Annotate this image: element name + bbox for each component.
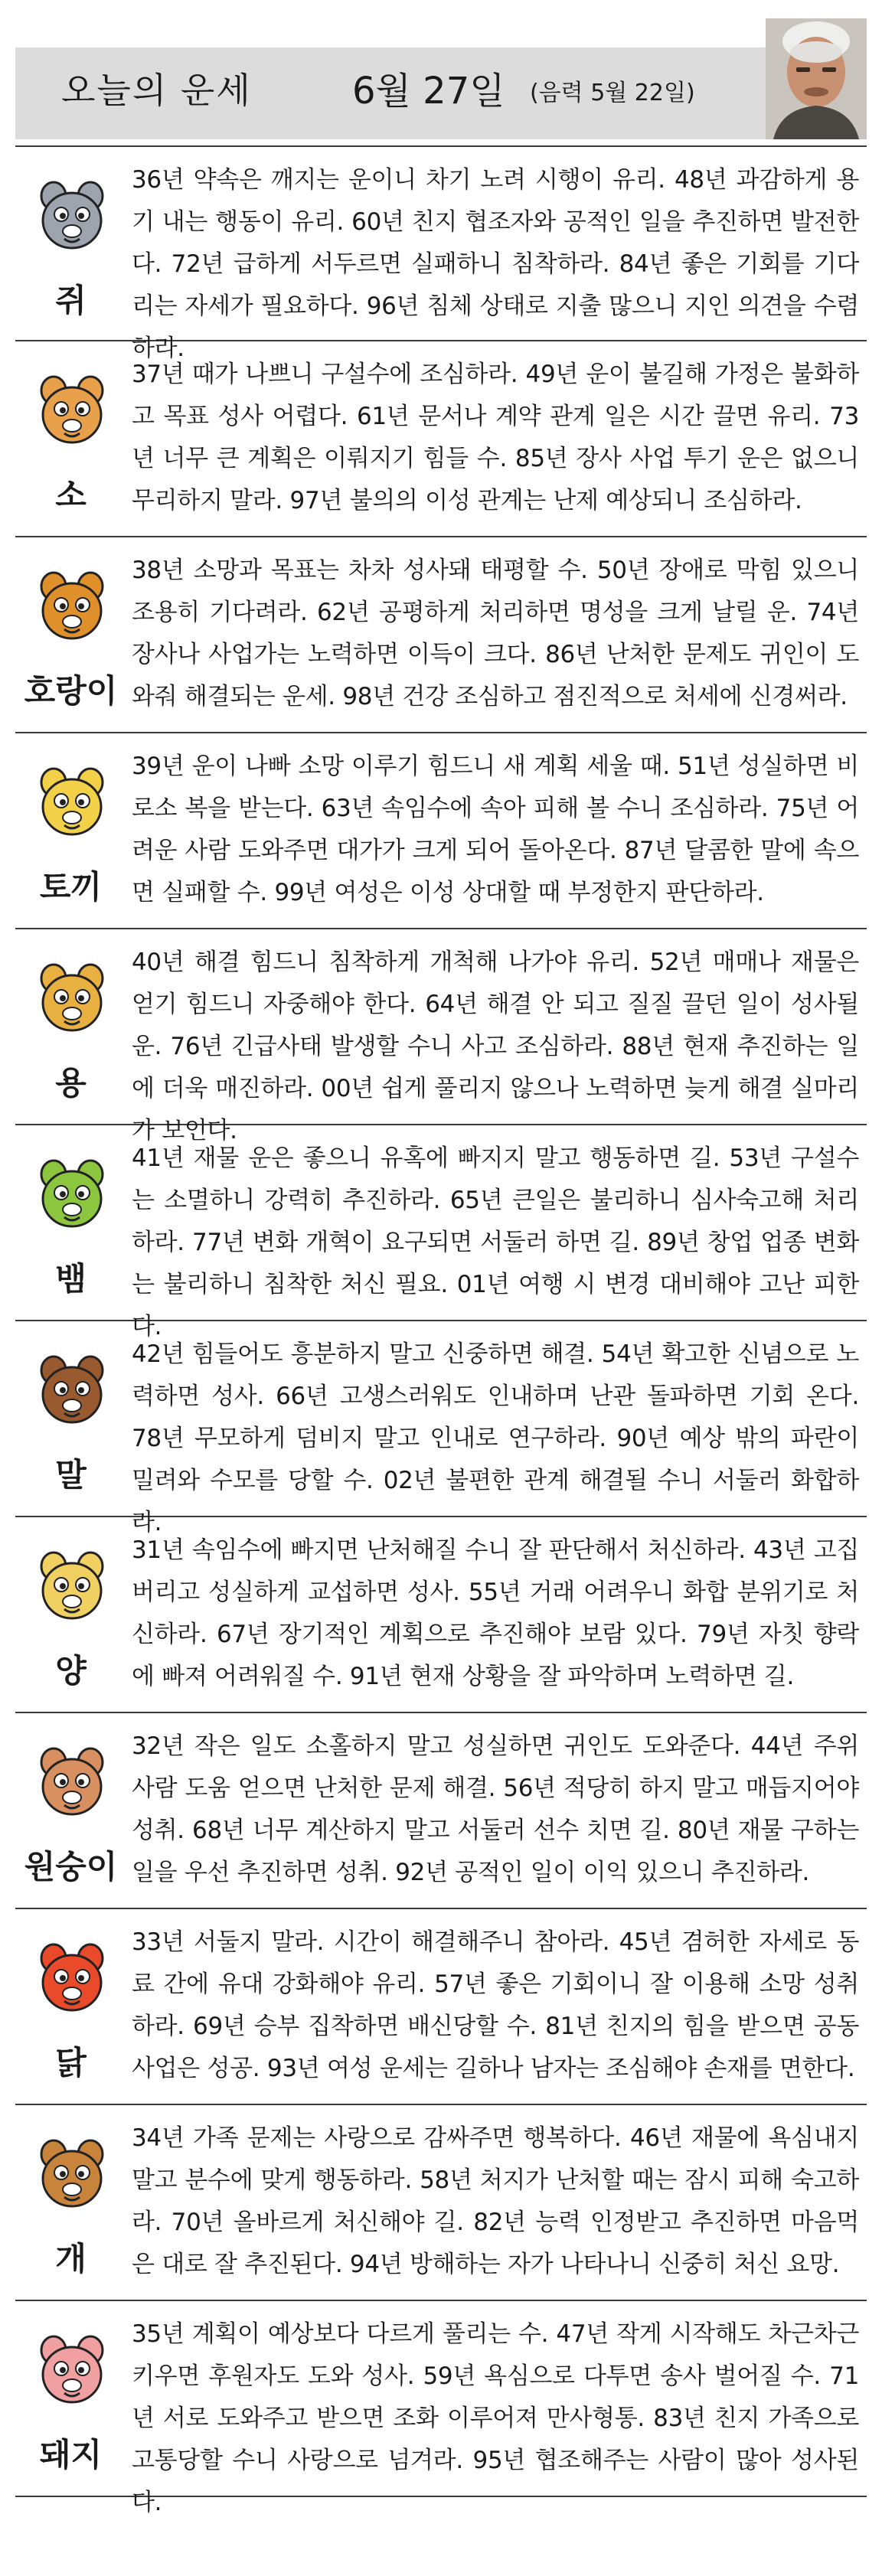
fortune-text: 41년 재물 운은 좋으니 유혹에 빠지지 말고 행동하면 길. 53년 구설수는 소멸하니 강력히 추진하라. 65년 큰일은 불리하니 심사숙고해 처리하라. 77년 변화 개혁이 요구되면 서둘러 하면 길. 89년 창업 업종 변화는 불리하니 침착한 처신 필요. 01년 여행 시 변경 대비해야 고난 피한다.: [132, 1144, 859, 1340]
fortune-text: 36년 약속은 깨지는 운이니 차기 노려 시행이 유리. 48년 과감하게 용기 내는 행동이 유리. 60년 친지 협조자와 공적인 일을 추진하면 발전한다. 72년 급하게 서두르면 실패하니 침착하라. 84년 좋은 기회를 기다리는 자세가 필요하다. 96년 침체 상태로 지출 많으니 지인 의견을 수렴하라.: [132, 166, 859, 362]
fortune-text: 42년 힘들어도 흥분하지 말고 신중하면 해결. 54년 확고한 신념으로 노력하면 성사. 66년 고생스러워도 인내하며 난관 돌파하면 기회 온다. 78년 무모하게 덤비지 말고 인내로 연구하라. 90년 예상 밖의 파란이 밀려와 수모를 당할 수. 02년 불편한 관계 해결될 수니 서둘러 화합하라.: [132, 1340, 859, 1536]
fortune-text: 32년 작은 일도 소홀하지 말고 성실하면 귀인도 도와준다. 44년 주위 사람 도움 얻으면 난처한 문제 해결. 56년 적당히 하지 말고 매듭지어야 성취. 68년 너무 계산하지 말고 서둘러 선수 치면 길. 80년 재물 구하는 일을 우선 추진하면 성취. 92년 공적인 일이 이익 있으니 추진하라.: [132, 1732, 859, 1886]
zodiac-animal: [15, 147, 126, 341]
fortune-text: 35년 계획이 예상보다 다르게 풀리는 수. 47년 작게 시작해도 차근차근 키우면 후원자도 도와 성사. 59년 욕심으로 다투면 송사 벌어질 수. 71년 서로 도와주고 받으면 조화 이루어져 만사형통. 83년 친지 가족으로 고통당할 수니 사랑으로 넘겨라. 95년 협조해주는 사람이 많아 성사된다.: [132, 2320, 859, 2516]
zodiac-row: [15, 733, 867, 929]
zodiac-name: 돼지: [39, 2436, 103, 2473]
fortune-text: 39년 운이 나빠 소망 이루기 힘드니 새 계획 세울 때. 51년 성실하면 비로소 복을 받는다. 63년 속임수에 속아 피해 볼 수니 조심하라. 75년 어려운 사람 도와주면 대가가 크게 되어 돌아온다. 87년 달콤한 말에 속으면 실패할 수. 99년 여성은 이성 상대할 때 부정한지 판단하라.: [132, 753, 859, 906]
snake-icon: [32, 1156, 112, 1236]
zodiac-animal: [15, 929, 126, 1124]
zodiac-name: 원숭이: [24, 1848, 118, 1885]
zodiac-name: 말: [55, 1456, 87, 1494]
zodiac-row: [15, 1321, 867, 1536]
zodiac-animal: [15, 733, 126, 928]
fortune-text: 40년 해결 힘드니 침착하게 개척해 나가야 유리. 52년 매매나 재물은 얻기 힘드니 자중해야 한다. 64년 해결 안 되고 질질 끌던 일이 성사될 운. 76년 긴급사태 발생할 수니 사고 조심하라. 88년 현재 추진하는 일에 더욱 매진하라. 00년 쉽게 풀리지 않으나 노력하면 늦게 해결 실마리가 보인다.: [132, 948, 859, 1144]
zodiac-row: [15, 2105, 867, 2301]
rabbit-icon: [32, 764, 112, 844]
zodiac-row: [15, 929, 867, 1144]
rat-icon: [32, 178, 112, 257]
zodiac-row: [15, 145, 867, 362]
monkey-icon: [32, 1744, 112, 1823]
zodiac-name: 토끼: [39, 868, 103, 906]
zodiac-animal: [15, 2301, 126, 2496]
zodiac-animal: [15, 1713, 126, 1908]
zodiac-name: 쥐: [55, 282, 87, 319]
zodiac-animal: [15, 537, 126, 732]
fortune-text: 37년 때가 나쁘니 구설수에 조심하라. 49년 운이 불길해 가정은 불화하고 목표 성사 어렵다. 61년 문서나 계약 관계 일은 시간 끌면 유리. 73년 너무 큰 계획은 이뤄지기 힘들 수. 85년 장사 사업 투기 운은 없으니 무리하지 말라. 97년 불의의 이성 관계는 난제 예상되니 조심하라.: [132, 361, 859, 514]
zodiac-animal: [15, 2105, 126, 2300]
fortune-date: 6월 27일: [352, 70, 505, 113]
fortune-text: 31년 속임수에 빠지면 난처해질 수니 잘 판단해서 처신하라. 43년 고집 버리고 성실하게 교섭하면 성사. 55년 거래 어려우니 화합 분위기로 처신하라. 67년 장기적인 계획으로 추진해야 보람 있다. 79년 자칫 향락에 빠져 어려워질 수. 91년 현재 상황을 잘 파악하며 노력하면 길.: [132, 1536, 859, 1690]
tiger-icon: [32, 568, 112, 648]
author-portrait: [766, 18, 867, 139]
zodiac-animal: [15, 1909, 126, 2104]
zodiac-name: 호랑이: [24, 672, 118, 710]
zodiac-row: [15, 341, 867, 537]
dog-icon: [32, 2136, 112, 2215]
zodiac-name: 용: [55, 1064, 87, 1102]
rooster-icon: [32, 1940, 112, 2019]
zodiac-row: [15, 1517, 867, 1713]
zodiac-animal: [15, 1517, 126, 1712]
fortune-text: 34년 가족 문제는 사랑으로 감싸주면 행복하다. 46년 재물에 욕심내지 말고 분수에 맞게 행동하라. 58년 처지가 난처할 때는 잠시 피해 숙고하라. 70년 올바르게 처신해야 길. 82년 능력 인정받고 추진하면 마음먹은 대로 잘 추진된다. 94년 방해하는 자가 나타나니 신중히 처신 요망.: [132, 2124, 859, 2278]
zodiac-name: 뱀: [55, 1260, 87, 1298]
zodiac-row: [15, 537, 867, 733]
zodiac-list: [15, 145, 867, 2516]
fortune-text: 38년 소망과 목표는 차차 성사돼 태평할 수. 50년 장애로 막힘 있으니 조용히 기다려라. 62년 공평하게 처리하면 명성을 크게 날릴 운. 74년 장사나 사업가는 노력하면 이득이 크다. 86년 난처한 문제도 귀인이 도와줘 해결되는 운세. 98년 건강 조심하고 점진적으로 처세에 신경써라.: [132, 557, 859, 710]
header-bar: [15, 47, 867, 139]
lunar-date: (음력 5월 22일): [530, 80, 695, 106]
zodiac-name: 닭: [55, 2044, 87, 2081]
zodiac-animal: [15, 1321, 126, 1516]
horse-icon: [32, 1352, 112, 1432]
zodiac-row: [15, 2301, 867, 2516]
zodiac-row: [15, 1909, 867, 2105]
pig-icon: [32, 2332, 112, 2411]
zodiac-row: [15, 1713, 867, 1909]
zodiac-name: 양: [55, 1652, 87, 1690]
fortune-text: 33년 서둘지 말라. 시간이 해결해주니 참아라. 45년 겸허한 자세로 동료 간에 유대 강화해야 유리. 57년 좋은 기회이니 잘 이용해 소망 성취하라. 69년 승부 집착하면 배신당할 수. 81년 친지의 힘을 받으면 공동 사업은 성공. 93년 여성 운세는 길하나 남자는 조심해야 손재를 면한다.: [132, 1928, 859, 2082]
sheep-icon: [32, 1548, 112, 1628]
zodiac-name: 개: [55, 2240, 87, 2277]
zodiac-animal: [15, 1125, 126, 1320]
zodiac-name: 소: [55, 476, 87, 514]
page-title: 오늘의 운세: [61, 70, 252, 111]
zodiac-animal: [15, 341, 126, 536]
ox-icon: [32, 372, 112, 452]
dragon-icon: [32, 960, 112, 1040]
zodiac-row: [15, 1125, 867, 1340]
